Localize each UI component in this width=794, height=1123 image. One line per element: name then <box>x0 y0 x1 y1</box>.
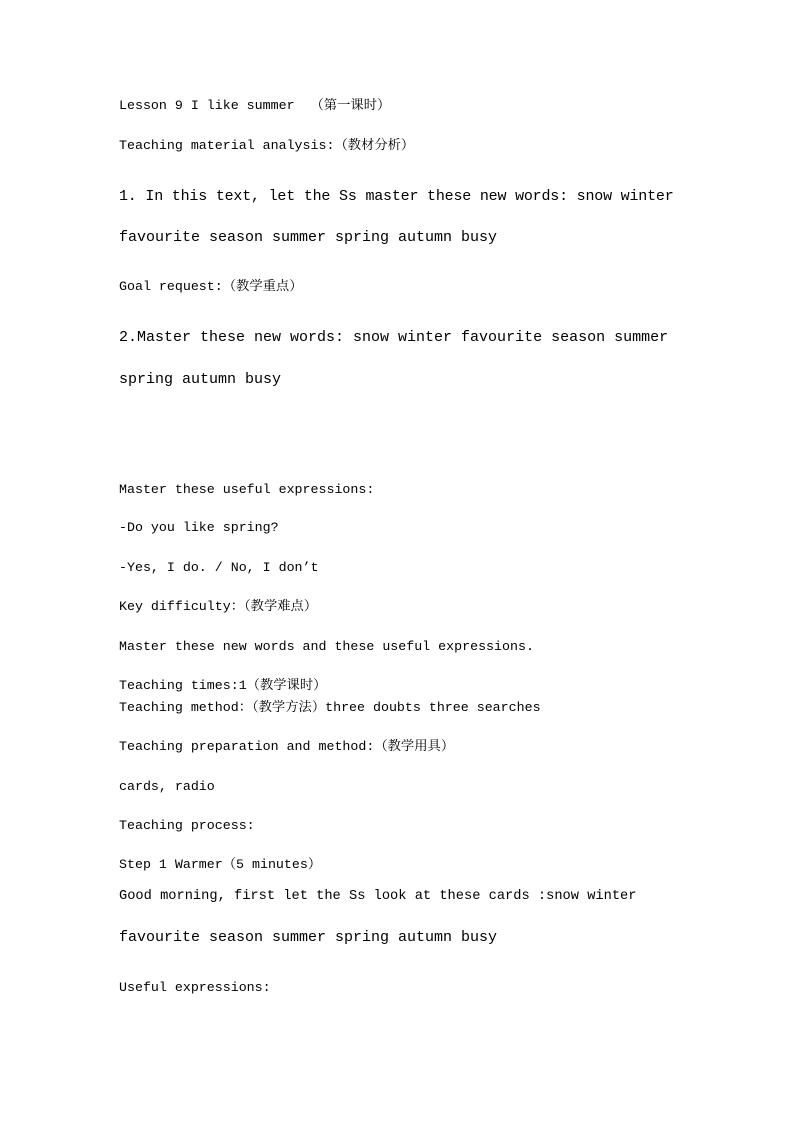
step1-line-2: favourite season summer spring autumn busy <box>119 929 498 946</box>
key-difficulty-text: Master these new words and these useful expressions. <box>119 639 534 654</box>
step1-heading: Step 1 Warmer（5 minutes） <box>119 857 322 872</box>
lesson-title: Lesson 9 I like summer （第一课时） <box>119 98 391 113</box>
useful-expressions-heading: Useful expressions: <box>119 980 271 995</box>
teaching-times: Teaching times:1（教学课时） <box>119 678 327 693</box>
process-heading: Teaching process: <box>119 818 255 833</box>
material-analysis-heading: Teaching material analysis:（教材分析） <box>119 138 415 153</box>
teaching-method: Teaching method：（教学方法）three doubts three searches <box>119 700 541 715</box>
goal-request-point-line-1: 2.Master these new words: snow winter favourite season summer <box>119 329 669 346</box>
expression-question: -Do you like spring? <box>119 520 279 535</box>
expressions-heading: Master these useful expressions: <box>119 482 375 497</box>
goal-request-heading: Goal request:（教学重点） <box>119 279 303 294</box>
step1-line-1: Good morning, first let the Ss look at these cards :snow winter <box>119 889 637 904</box>
preparation-heading: Teaching preparation and method:（教学用具） <box>119 739 455 754</box>
goal-request-point-line-2: spring autumn busy <box>119 371 282 388</box>
material-analysis-point-line-1: 1. In this text, let the Ss master these new words: snow winter <box>119 188 674 205</box>
expression-answer: -Yes, I do. / No, I don’t <box>119 560 319 575</box>
material-analysis-point-line-2: favourite season summer spring autumn busy <box>119 229 498 246</box>
key-difficulty-heading: Key difficulty：（教学难点） <box>119 599 318 614</box>
preparation-items: cards, radio <box>119 779 215 794</box>
